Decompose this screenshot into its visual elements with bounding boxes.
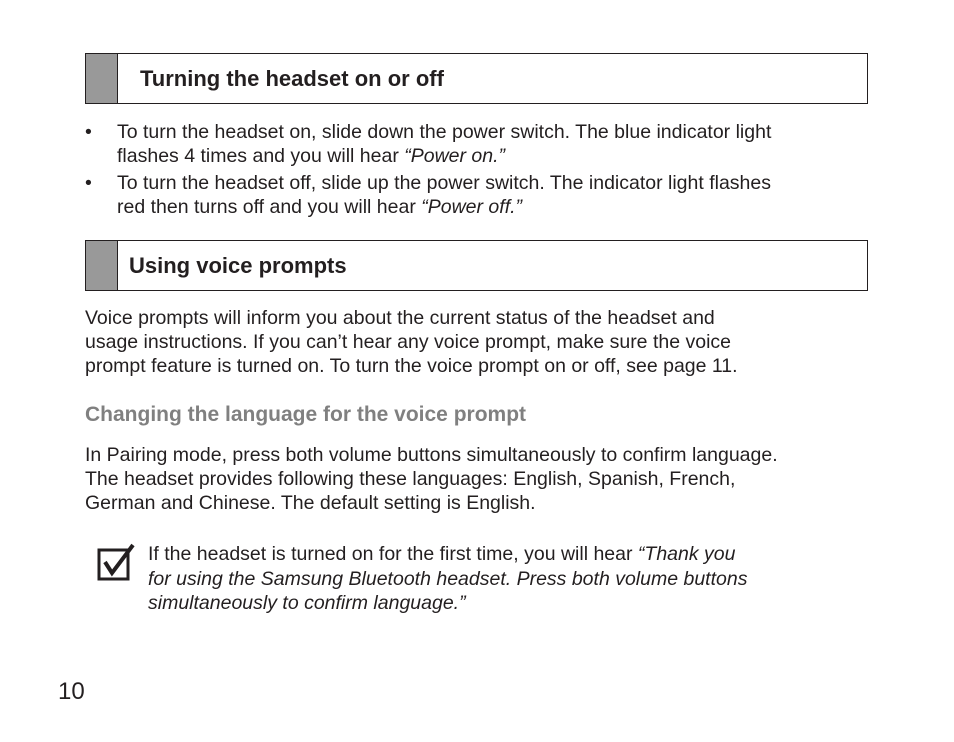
list-item xyxy=(85,120,885,168)
page-number: 10 xyxy=(58,678,85,705)
bullet-text: red then turns off and you will hear xyxy=(117,196,422,218)
note-line: simultaneously to confirm language.” xyxy=(148,592,466,614)
note-text xyxy=(148,542,747,616)
note-text-plain: If the headset is turned on for the first time, you will hear xyxy=(148,543,638,565)
note-quote: “Thank you xyxy=(637,543,736,565)
bullet-quote: “Power off.” xyxy=(421,196,523,218)
section-header-power xyxy=(85,53,868,104)
paragraph-line: prompt feature is turned on. To turn the voice prompt on or off, see page 11. xyxy=(85,355,738,377)
paragraph-line: usage instructions. If you can’t hear any voice prompt, make sure the voice xyxy=(85,331,731,353)
bullet-line xyxy=(117,195,885,219)
bullet-text: flashes 4 times and you will hear xyxy=(117,145,405,167)
section-header-voice-prompts xyxy=(85,240,868,291)
section-tab-marker xyxy=(86,54,118,103)
bullet-line xyxy=(117,144,885,168)
bullet-marker: • xyxy=(85,172,92,194)
paragraph-line: In Pairing mode, press both volume buttons simultaneously to confirm language. xyxy=(85,444,778,466)
checkbox-note-icon xyxy=(96,543,136,583)
paragraph-line: The headset provides following these languages: English, Spanish, French, xyxy=(85,468,736,490)
note-line: for using the Samsung Bluetooth headset. Press both volume buttons xyxy=(148,567,748,590)
section-tab-marker xyxy=(86,241,118,290)
bullet-line: To turn the headset on, slide down the power switch. The blue indicator light xyxy=(117,121,772,143)
section-title-voice-prompts: Using voice prompts xyxy=(129,252,347,278)
section-title-power: Turning the headset on or off xyxy=(140,65,444,91)
list-item xyxy=(85,171,885,219)
bullet-quote: “Power on.” xyxy=(404,145,506,167)
paragraph-line: German and Chinese. The default setting is English. xyxy=(85,492,536,514)
paragraph-line: Voice prompts will inform you about the current status of the headset and xyxy=(85,307,715,329)
power-instructions-list xyxy=(85,120,885,222)
subsection-title-language: Changing the language for the voice prompt xyxy=(85,403,527,426)
bullet-marker: • xyxy=(85,121,92,143)
language-paragraph xyxy=(85,443,778,515)
note-line xyxy=(148,542,747,567)
bullet-line: To turn the headset off, slide up the power switch. The indicator light flashes xyxy=(117,172,771,194)
voice-prompts-paragraph xyxy=(85,306,738,378)
